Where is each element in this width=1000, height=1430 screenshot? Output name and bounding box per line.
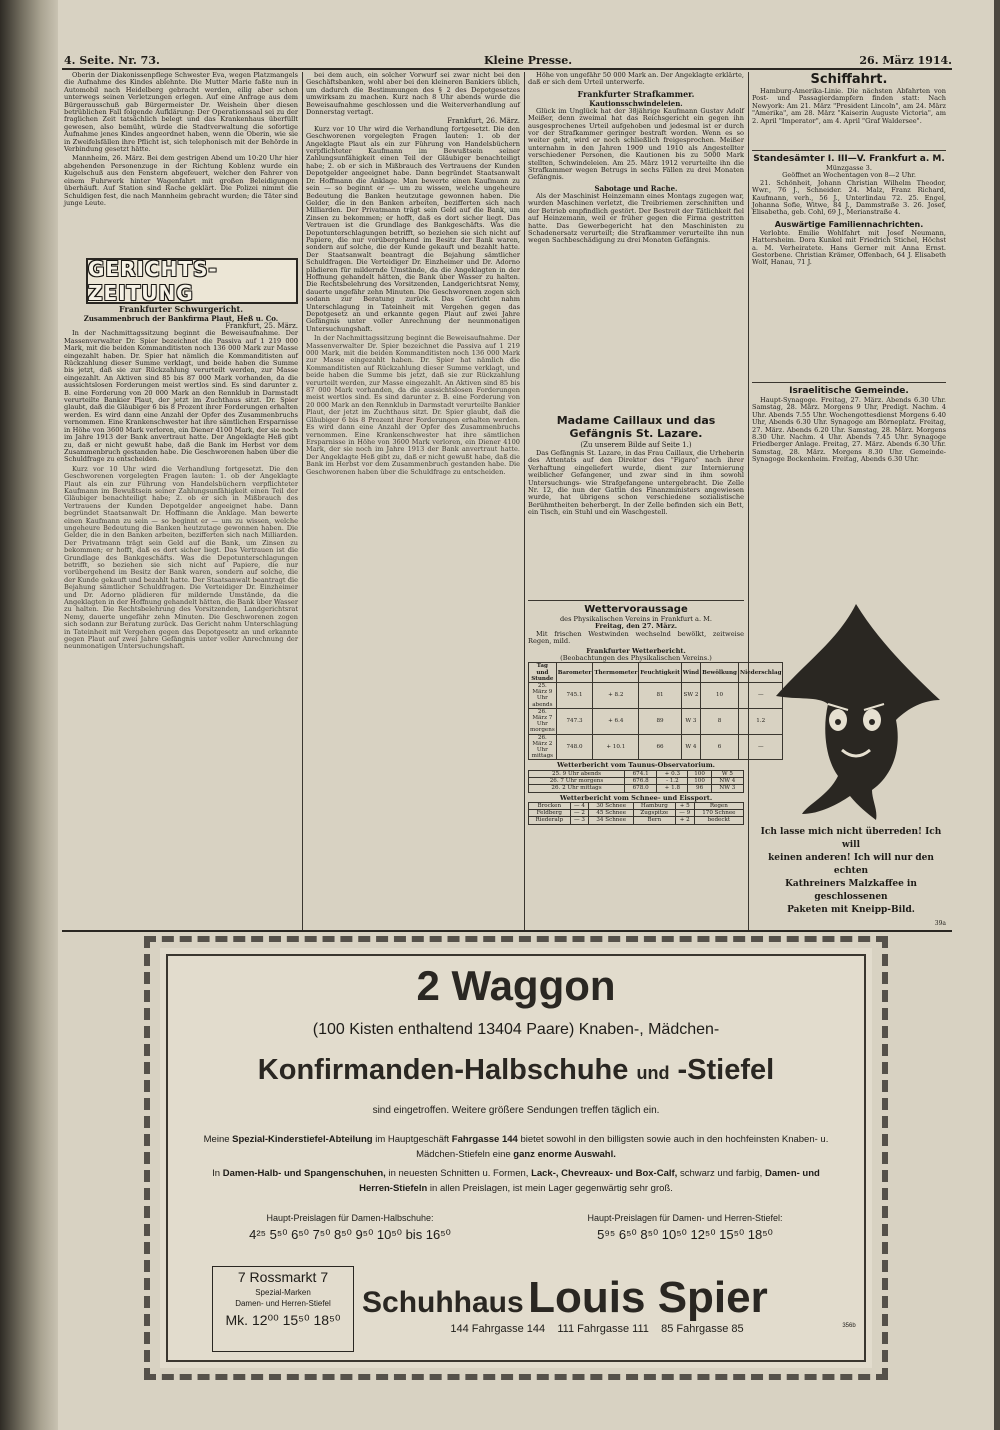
- caillaux-subtitle: (Zu unserem Bilde auf Seite 1.): [580, 441, 692, 449]
- table-header: Thermometer: [593, 663, 639, 683]
- table-cell: 10: [701, 683, 739, 709]
- table-cell: — 2: [570, 810, 589, 817]
- ad-text: in neuesten Schnitten u. Formen,: [388, 1168, 529, 1179]
- ad-text-bold: Fahrgasse 144: [451, 1134, 518, 1145]
- table-cell: NW 3: [711, 785, 743, 792]
- table-header: Wind: [681, 663, 700, 683]
- ad-main-line: [166, 1052, 866, 1091]
- ad-text: in allen Preislagen, ist mein: [429, 1183, 546, 1194]
- table-row: [529, 817, 744, 824]
- ad-stiefel: -Stiefel: [677, 1054, 775, 1086]
- weather-table-title: Frankfurter Wetterbericht.: [586, 646, 686, 655]
- ad-text: bietet sowohl in den: [520, 1134, 605, 1145]
- table-cell: — 3: [570, 817, 589, 824]
- case-title: Kautionsschwindeleien.: [589, 98, 683, 108]
- snow-table: [528, 802, 744, 825]
- table-cell: 100: [688, 770, 711, 777]
- table-cell: 26. 7 Uhr morgens: [529, 778, 625, 785]
- table-cell: W 5: [711, 770, 743, 777]
- ad-main-text: Konfirmanden-Halbschuhe: [257, 1054, 629, 1086]
- israelit-title: Israelitische Gemeinde.: [789, 386, 909, 396]
- table-cell: + 2: [675, 817, 694, 824]
- table-cell: 25. März 9 Uhr abends: [529, 683, 557, 709]
- book-binding: [0, 0, 58, 1430]
- table-cell: + 8.2: [593, 683, 639, 709]
- table-header: Feuchtigkeit: [639, 663, 682, 683]
- snow-title: Wetterbericht vom Schnee- und Eissport.: [559, 793, 713, 802]
- table-cell: 89: [639, 708, 682, 734]
- table-header: Barometer: [556, 663, 593, 683]
- article-text: Als der Maschinist Heinzemann eines Montags zugegen war, wurden Maschinen verletzt, die Treibriemen zerschnitten und der Betrieb empfindlich gestört. Der Bestreit der Tätlichkeit fiel auf Heinzemann, weil er früher gegen die Firma gestritten hatte. Das Gewerbegericht hat den Maschinisten zu Schadenersatz verurteilt; die Strafkammer verurteilte ihn nun wegen Sachbeschädigung zu drei Monaten Gefängnis.: [528, 191, 744, 245]
- weather-table-sub: (Beobachtungen des Physikalischen Vereins.): [560, 654, 712, 663]
- gerichts-zeitung-banner: GERICHTS-ZEITUNG: [86, 258, 298, 304]
- slogan-line: Kathreiners Malzkaffee in geschlossenen: [785, 879, 917, 902]
- ad-paragraph-2: [196, 1166, 836, 1196]
- table-cell: Brocken: [529, 802, 571, 809]
- table-row: [529, 734, 783, 760]
- table-cell: NW 4: [711, 778, 743, 785]
- table-cell: SW 2: [681, 683, 700, 709]
- article-caillaux: [528, 414, 744, 598]
- table-cell: 25. 9 Uhr abends: [529, 770, 625, 777]
- ad-und: und: [636, 1063, 670, 1083]
- table-header: Bewölkung: [701, 663, 739, 683]
- table-cell: 96: [688, 785, 711, 792]
- table-cell: 745.1: [556, 683, 593, 709]
- weather-table: [528, 662, 783, 760]
- article-text: Höhe von ungefähr 50 000 Mark an. Der Angeklagte erklärte, daß er sich dem Urteil unterwerfe.: [528, 71, 744, 87]
- article-text: Kurz vor 10 Uhr wird die Verhandlung fortgesetzt. Die den Geschworenen vorgelegten Fragen lauten: 1. ob der Angeklagte Plaut als ein zur Führung von Handelsbüchern verpflichteter Kaufmann im Bewußtsein seiner Zahlungsunfähigkeit einen Teil der Gläubiger benachteiligt habe; 2. ob er sich in Mißbrauch des Vertrauens der Kunden Depotgelder angeeignet habe. Dann begründet Staatsanwalt Dr. Hoffmann die Anklage. Man bewerte einen Kaufmann zu sein — so beginnt er — um zu wissen, welche ungeheure Bedeutung die Banken heutzutage gewonnen haben. Die Gelder, die in den Banken arbeiten, bezifferten sich nach Milliarden. Der Privatmann trägt sein Geld auf die Bank, um Zinsen zu bekommen; er hofft, daß es dort sicher liegt. Das Vertrauen ist die Grundlage des Bankgeschäfts. Was die Depotunterschlagungen betrifft, so beziehen sie sich nicht auf Papiere, die nur vorübergehend im Besitz der Bank waren, sondern auf solche, die der Kunde gekauft und bezahlt hatte. Der Staatsanwalt beantragt die Bejahung sämtlicher Schuldfragen. Die Verteidiger Dr. Einzheimer und Dr. Adorno plädieren für mildernde Umstände, da die Angeklagten in der Hoffnung gehandelt hätten, die Bank über Wasser zu halten. Die Rechtsbelehrung des Vorsitzenden, Landgerichtsrat Nemy, dauerte ungefähr zehn Minuten. Die Geschworenen zogen sich sodann zur Beratung zurück. Das Gericht nahm Unterschlagung in Tateinheit mit Vergehen gegen das Depotgesetz an und erkannte gegen Plaut auf zwei Jahre Gefängnis unter voller Anrechnung der neunmonatigen Untersuchungshaft.: [64, 464, 298, 651]
- ad-headline: 2 Waggon: [416, 962, 616, 1009]
- table-row: [529, 708, 783, 734]
- table-cell: 100: [688, 778, 711, 785]
- table-row: [529, 778, 744, 785]
- prices-right-title: Haupt-Preislagen für Damen- und Herren-Stiefel:: [587, 1213, 783, 1223]
- ad-code: 39a: [934, 920, 946, 927]
- ad-text: Lager gegenwärtig sehr groß.: [548, 1183, 673, 1194]
- article-court-bank: [64, 304, 298, 928]
- standesamt-title: Standesämter I. III—V. Frankfurt a. M.: [753, 154, 945, 164]
- article-text: Oberin der Diakonissenpflege Schwester Eva, wegen Platzmangels die Aufnahme des Kindes ablehnte. Die Mutter Marie faßte nun in Automobil nach Heidelberg gebracht werden, eilig aber schon unterwegs seinen Verletzungen erlegen. Auf eine Anfrage aus dem Bürgerausschuß gab Bürgermeister Dr. Weishein über diesen betrüblichen Fall folgende Aufklärung: Der Operationssaal sei zu der fraglichen Zeit tatsächlich belegt und das Krankenhaus überfüllt gewesen, also bemüht, würde die Stadtverwaltung die sofortige Aufnahme jenes Kindes angeordnet haben, wenn die Oberin, wie sie in Zweifelsfällen ihre Pflicht ist, sich telephonisch mit der Behörde in Verbindung gesetzt hätte.: [64, 71, 298, 154]
- article-court-continued: [306, 72, 520, 928]
- weather-section: [528, 600, 782, 929]
- table-cell: 26. März 7 Uhr morgens: [530, 708, 555, 734]
- table-cell: - 1.2: [657, 778, 688, 785]
- taunus-title: Wetterbericht vom Taunus-Observatorium.: [557, 761, 715, 770]
- israelit-text: Haupt-Synagoge. Freitag, 27. März. Abends 6.30 Uhr. Samstag, 28. März. Morgens 9 Uhr, Predigt. Nachm. 4 Uhr. Abends 7.55 Uhr. Wochengottesdienst Morgens 6.40 Uhr, Abends 6.30 Uhr. Synagoge am Börneplatz. Freitag, 27. März. Abends 6.20 Uhr. Samstag, 28. März. Morgens 8.30 Uhr. Nachm. 4 Uhr. Abends 7.45 Uhr. Synagoge Friedberger Anlage. Freitag, 27. März. Abends 6.30 Uhr. Samstag, 28. März. Morgens 8.30 Uhr. Gemeinde-Synagoge Bockenheim. Freitag, Abends 6.30 Uhr.: [752, 396, 946, 464]
- article-text: Glück im Unglück hat der 38jährige Kaufmann Gustav Adolf Meißer, denn zweimal hat das Reichsgericht ein gegen ihn ausgesprochenes Urteil aufgehoben und jedesmal ist er durch vor der Strafkammer geringer bestraft worden. Wenn es so weiter geht, wird er noch schließlich freigesprochen. Meißer unternahm in den Jahren 1909 und 1910 als Angestellter verschiedener Personen, die Kautionen bis zu 5000 Mark stellten, Schwindeleien. Am 25. März 1912 verurteilte ihn die Strafkammer wegen Betrugs in sechs Fällen zu drei Monaten Gefängnis.: [528, 106, 744, 182]
- shop-addresses: 144 Fahrgasse 144 111 Fahrgasse 111 85 Fahrgasse 85: [450, 1323, 744, 1335]
- ad-text: Meine: [203, 1134, 230, 1145]
- table-cell: + 1.8: [657, 785, 688, 792]
- column-divider: [524, 72, 525, 930]
- kathreiner-mascot-illustration: [768, 600, 944, 822]
- table-cell: —: [738, 734, 783, 760]
- rossmarkt-prices: Mk. 12⁰⁰ 15⁵⁰ 18⁵⁰: [225, 1312, 341, 1328]
- prices-left: 4²⁵ 5⁵⁰ 6⁵⁰ 7⁵⁰ 8⁵⁰ 9⁵⁰ 10⁵⁰ bis 16⁵⁰: [249, 1227, 451, 1242]
- ad-text: billigsten sowie auch in den hochfeinsten Knaben- u. Mädchen-Stiefeln eine: [416, 1134, 829, 1160]
- table-cell: Feldberg: [529, 810, 571, 817]
- table-cell: 674.1: [624, 770, 656, 777]
- table-cell: + 10.1: [593, 734, 639, 760]
- rossmarkt-title: 7 Rossmarkt 7: [237, 1269, 329, 1285]
- ad-text: In: [212, 1168, 221, 1179]
- slogan-line: keinen anderen! Ich will nur den echten: [768, 853, 934, 876]
- article-text: Mannheim, 26. März. Bei dem gestrigen Abend um 10:20 Uhr hier abgehenden Personenzuge in der Richtung Koblenz wurde ein Kugelschuß aus den Fenstern abgefeuert, welcher den Fahrer von einem Fuhrwerk hinter Wagenfahrt mit großen Beleidigungen überhäuft. Auf Station sind Rache geklärt. Die Polizei nimmt die Schuldigen fest, die nach Mannheim gebracht wurden; die Täter sind junge Leute.: [64, 154, 298, 207]
- table-row: [529, 683, 783, 709]
- table-cell: + 6.4: [593, 708, 639, 734]
- table-cell: bedeckt: [694, 817, 743, 824]
- table-row: [529, 770, 744, 777]
- table-cell: + 0.3: [657, 770, 688, 777]
- table-cell: Bern: [633, 817, 675, 824]
- table-cell: 676.8: [624, 778, 656, 785]
- dateline: Frankfurt, 25. März.: [225, 322, 298, 330]
- table-cell: 34 Schnee: [589, 817, 633, 824]
- article-text: Kurz vor 10 Uhr wird die Verhandlung fortgesetzt. Die den Geschworenen vorgelegten Fragen lauten: 1. ob der Angeklagte Plaut als ein zur Führung von Handelsbüchern verpflichteter Kaufmann im Bewußtsein seiner Zahlungsunfähigkeit einen Teil der Gläubiger benachteiligt habe; 2. ob er sich in Mißbrauch des Vertrauens der Kunden Depotgelder angeeignet habe. Dann begründet Staatsanwalt Dr. Hoffmann die Anklage. Man bewerte einen Kaufmann zu sein — so beginnt er — um zu wissen, welche ungeheure Bedeutung die Banken heutzutage gewonnen haben. Die Gelder, die in den Banken arbeiten, bezifferten sich nach Milliarden. Der Privatmann trägt sein Geld auf die Bank, um Zinsen zu bekommen; er hofft, daß es dort sicher liegt. Das Vertrauen ist die Grundlage des Bankgeschäfts. Was die Depotunterschlagungen betrifft, so beziehen sie sich nicht auf Papiere, die nur vorübergehend im Besitz der Bank waren, sondern auf solche, die der Kunde gekauft und bezahlt hatte. Der Staatsanwalt beantragt die Bejahung sämtlicher Schuldfragen. Die Verteidiger Dr. Einzheimer und Dr. Adorno plädieren für mildernde Umstände, da die Angeklagten in der Hoffnung gehandelt hätten, die Bank über Wasser zu halten. Die Rechtsbelehrung des Vorsitzenden, Landgerichtsrat Nemy, dauerte ungefähr zehn Minuten. Die Geschworenen zogen sich sodann zur Beratung zurück. Das Gericht nahm Unterschlagung in Tateinheit mit Vergehen gegen das Depotgesetz an und erkannte gegen Plaut auf zwei Jahre Gefängnis unter voller Anrechnung der neunmonatigen Untersuchungshaft.: [306, 124, 520, 333]
- ad-text-bold: Damen- und Herren-Stiefeln: [359, 1168, 820, 1194]
- prices-left-title: Haupt-Preislagen für Damen-Halbschuhe:: [266, 1213, 434, 1223]
- table-cell: 748.0: [556, 734, 593, 760]
- kathreiner-slogan: [756, 826, 946, 926]
- ad-text: schwarz und farbig,: [679, 1168, 763, 1179]
- rossmarkt-box: [212, 1266, 354, 1352]
- slogan-line: Paketen mit Kneipp-Bild.: [787, 905, 915, 915]
- table-cell: 678.0: [624, 785, 656, 792]
- table-cell: Hamburg: [633, 802, 675, 809]
- table-cell: 26. März 2 Uhr mittags: [529, 734, 557, 760]
- ad-text-bold: und Box-Calf,: [615, 1168, 678, 1179]
- standesamt-section: [752, 150, 946, 381]
- subheading: Sabotage und Rache.: [594, 183, 678, 193]
- taunus-table: [528, 770, 744, 793]
- shop-prefix: Schuhhaus: [362, 1286, 524, 1319]
- weather-title: Wettervoraussage: [584, 604, 688, 615]
- table-cell: —: [738, 683, 783, 709]
- standesamt-hours: Geöffnet an Wochentagen von 8—2 Uhr.: [782, 171, 916, 180]
- israelit-section: [752, 382, 946, 579]
- column-divider: [302, 72, 303, 930]
- ad-text-bold: Spezial-Kinderstiefel-Abteilung: [232, 1134, 373, 1145]
- table-cell: W 4: [681, 734, 700, 760]
- weather-date: Freitag, den 27. März.: [594, 622, 677, 631]
- table-row: [529, 810, 744, 817]
- slogan-line: Ich lasse mich nicht überreden! Ich will: [760, 827, 942, 850]
- caillaux-title: Madame Caillaux und das Gefängnis St. Lazare.: [556, 414, 716, 440]
- article-strafkammer: [528, 72, 744, 412]
- issue-date: 26. März 1914.: [859, 54, 952, 67]
- table-cell: 26. 2 Uhr mittags: [529, 785, 625, 792]
- ad-code: 356b: [842, 1323, 856, 1329]
- rossmarkt-sub: Damen- und Herren-Stiefel: [235, 1299, 331, 1308]
- familien-title: Auswärtige Familiennachrichten.: [774, 219, 924, 229]
- schiffahrt-text: Hamburg-Amerika-Linie. Die nächsten Abfahrten von Post- und Passagierdampfern finden statt: Nach Newyork: Am 21. März "President Lincoln", am 24. März "Amerika", am 28. März "Kaiserin Auguste Victoria", am 2. April "Imperator", am 4. April "Graf Waldersee".: [752, 87, 946, 125]
- table-cell: 8: [701, 708, 739, 734]
- article-hospital: [64, 72, 298, 252]
- table-cell: 747.3: [556, 708, 593, 734]
- table-cell: 170 Schnee: [694, 810, 743, 817]
- table-cell: 30 Schnee: [589, 802, 633, 809]
- standesamt-address: Münzgasse 3.: [826, 164, 872, 172]
- schiffahrt-title: Schiffahrt.: [810, 72, 888, 87]
- table-cell: 6: [701, 734, 739, 760]
- weather-sub: des Physikalischen Vereins in Frankfurt a. M.: [559, 615, 713, 623]
- page-header: [64, 54, 952, 68]
- article-text: bei dem auch, ein solcher Vorwurf sei zwar nicht bei den Geschäftsbanken, wohl aber bei den kleineren Bankiers üblich, um dadurch die Bestimmungen des § 2 des Depotgesetzes umwirksam zu machen. Kurz nach 8 Uhr abends wurde die Beweisaufnahme geschlossen und die Weiterverhandlung auf Donnerstag vertagt.: [306, 71, 520, 117]
- article-text: Das Gefängnis St. Lazare, in das Frau Caillaux, die Urheberin des Attentats auf den Direktor des "Figaro" nach ihrer Verhaftung eingeliefert wurde, dient zur Internierung weiblicher Gefangener, und zwar sind in ihm sowohl Untersuchungs- wie Strafgefangene untergebracht. Die Zelle Nr. 12, die nun der Gattin des Finanzministers angewiesen wurde, hat übrigens schon verschiedene sozialistische Berühmtheiten beherbergt. In der Zelle befinden sich ein Bett, ein Tisch, ein Stuhl und ein Waschgestell.: [528, 449, 744, 517]
- ad-text: im Hauptgeschäft: [375, 1134, 450, 1145]
- ad-arrived: sind eingetroffen. Weitere größere Sendungen treffen täglich ein.: [372, 1105, 660, 1116]
- table-cell: 1.2: [738, 708, 783, 734]
- ad-text-bold: Damen-Halb- und Spangenschuhen,: [222, 1168, 386, 1179]
- article-text: In der Nachmittagssitzung beginnt die Beweisaufnahme. Der Massenverwalter Dr. Spier bezeichnet die Passiva auf 1 219 000 Mark, mit die beiden Kommanditisten noch 136 000 Mark zur Masse eingezahlt haben. Dr. Spier hat nämlich die Kommanditisten auf Rückzahlung dieser Summe verklagt, und beide haben die Summe bis jetzt, daß sie zur Rückzahlung verurteilt werden, zur Masse eingezahlt. An Aktiven sind 85 bis 87 000 Mark vorhanden, da die aussichtslosen Forderungen meist wertlos sind. Es sind darunter z. B. eine Forderung von 20 000 Mark an den Rennklub in Darmstadt verurteilte Bankier Plaut, der jetzt im Zuchthaus sitzt. Dr. Spier glaubt, daß die Gläubiger 6 bis 8 Prozent ihrer Forderungen erhalten werden. Es wird dann eine Anzahl der Opfer des Zusammenbruchs vernommen. Eine Krankenschwester hat ihre sämtlichen Ersparnisse in Höhe von 3600 Mark verloren, ein Diener 4100 Mark, der sie noch im Jahre 1913 der Bank anvertraut hatte. Der Angeklagte Heß gibt zu, daß er nicht gewußt habe, daß die Bank im Herbst vor dem Zusammenbruch gestanden habe. Die Geschworenen haben über die Schuldfrage zu entscheiden.: [64, 329, 298, 464]
- table-row: [529, 785, 744, 792]
- page-number: 4. Seite. Nr. 73.: [64, 54, 160, 67]
- table-cell: Zugspitze: [633, 810, 675, 817]
- case-title: Zusammenbruch der Bankfirma Plaut, Heß u. Co.: [83, 314, 279, 323]
- ad-subline: (100 Kisten enthaltend 13404 Paare) Knaben-, Mädchen-: [312, 1021, 720, 1038]
- table-cell: — 9: [675, 810, 694, 817]
- court-title: Frankfurter Strafkammer.: [577, 88, 695, 99]
- table-header-row: [529, 663, 783, 683]
- table-row: [529, 802, 744, 809]
- familien-text: Verlobte. Emilie Wohlfahrt mit Josef Neumann, Hattersheim. Dora Kunkel mit Friedrich Stichel, Höchst a. M. Verheiratete. Hans Gerner mit Anna Ernst. Gestorbene. Christian Krämer, Offenbach, 64 J. Elisabeth Wolf, Hanau, 71 J.: [752, 228, 946, 267]
- table-cell: Riederalp: [529, 817, 571, 824]
- weather-text: Mit frischen Westwinden wechselnd bewölkt, zeitweise Regen, mild.: [528, 629, 744, 646]
- table-cell: 66: [639, 734, 682, 760]
- table-cell: W 3: [681, 708, 700, 734]
- article-text: In der Nachmittagssitzung beginnt die Beweisaufnahme. Der Massenverwalter Dr. Spier bezeichnet die Passiva auf 1 219 000 Mark, mit die beiden Kommanditisten noch 136 000 Mark zur Masse eingezahlt haben. Dr. Spier hat nämlich die Kommanditisten auf Rückzahlung dieser Summe verklagt, und beide haben die Summe bis jetzt, daß sie zur Rückzahlung verurteilt werden, zur Masse eingezahlt. An Aktiven sind 85 bis 87 000 Mark vorhanden, da die aussichtslosen Forderungen meist wertlos sind. Es sind darunter z. B. eine Forderung von 20 000 Mark an den Rennklub in Darmstadt verurteilte Bankier Plaut, der jetzt im Zuchthaus sitzt. Dr. Spier glaubt, daß die Gläubiger 6 bis 8 Prozent ihrer Forderungen erhalten werden. Es wird dann eine Anzahl der Opfer des Zusammenbruchs vernommen. Eine Krankenschwester hat ihre sämtlichen Ersparnisse in Höhe von 3600 Mark verloren, ein Diener 4100 Mark, der sie noch im Jahre 1913 der Bank anvertraut hatte. Der Angeklagte Heß gibt zu, daß er nicht gewußt habe, daß die Bank im Herbst vor dem Zusammenbruch gestanden habe. Die Geschworenen haben über die Schuldfrage zu entscheiden.: [306, 334, 520, 476]
- table-cell: 81: [639, 683, 682, 709]
- ad-paragraph-1: [196, 1132, 836, 1162]
- table-cell: — 4: [570, 802, 589, 809]
- page-edge: [994, 0, 1000, 1430]
- header-rule: [62, 68, 952, 70]
- rossmarkt-sub: Spezial-Marken: [255, 1288, 311, 1297]
- standesamt-text: 21. Schönheit, Johann Christian Wilhelm Theodor, Wwr., 76 J., Schneider. 24. Malz, Franz Richard, Kaufmann, verh., 56 J., Unterlindau 72. 25. Engel, Johanna Sofie, Witwe, 84 J., Dammstraße 3. 26. Josef, Elisabetha, geb. Cohl, 69 J., Merianstraße 4.: [752, 178, 946, 217]
- court-title: Frankfurter Schwurgericht.: [118, 304, 244, 314]
- dateline: Frankfurt, 26. März.: [447, 117, 520, 126]
- table-cell: 45 Schnee: [589, 810, 633, 817]
- table-header: Tag und Stunde: [529, 663, 557, 683]
- table-header: Niederschlag: [738, 663, 783, 683]
- shop-owner-name: Louis Spier: [528, 1273, 768, 1322]
- prices-right: 5⁹⁵ 6⁵⁰ 8⁵⁰ 10⁵⁰ 12⁵⁰ 15⁵⁰ 18⁵⁰: [597, 1227, 773, 1242]
- ad-text-bold: ganz enorme Auswahl.: [513, 1149, 616, 1160]
- ad-text-bold: Lack-, Chevreaux-: [531, 1168, 613, 1179]
- column-divider: [748, 72, 749, 930]
- table-cell: + 5: [675, 802, 694, 809]
- table-cell: Regen: [694, 802, 743, 809]
- schiffahrt-section: [752, 72, 946, 146]
- masthead: Kleine Presse.: [484, 54, 573, 67]
- section-rule: [62, 930, 952, 932]
